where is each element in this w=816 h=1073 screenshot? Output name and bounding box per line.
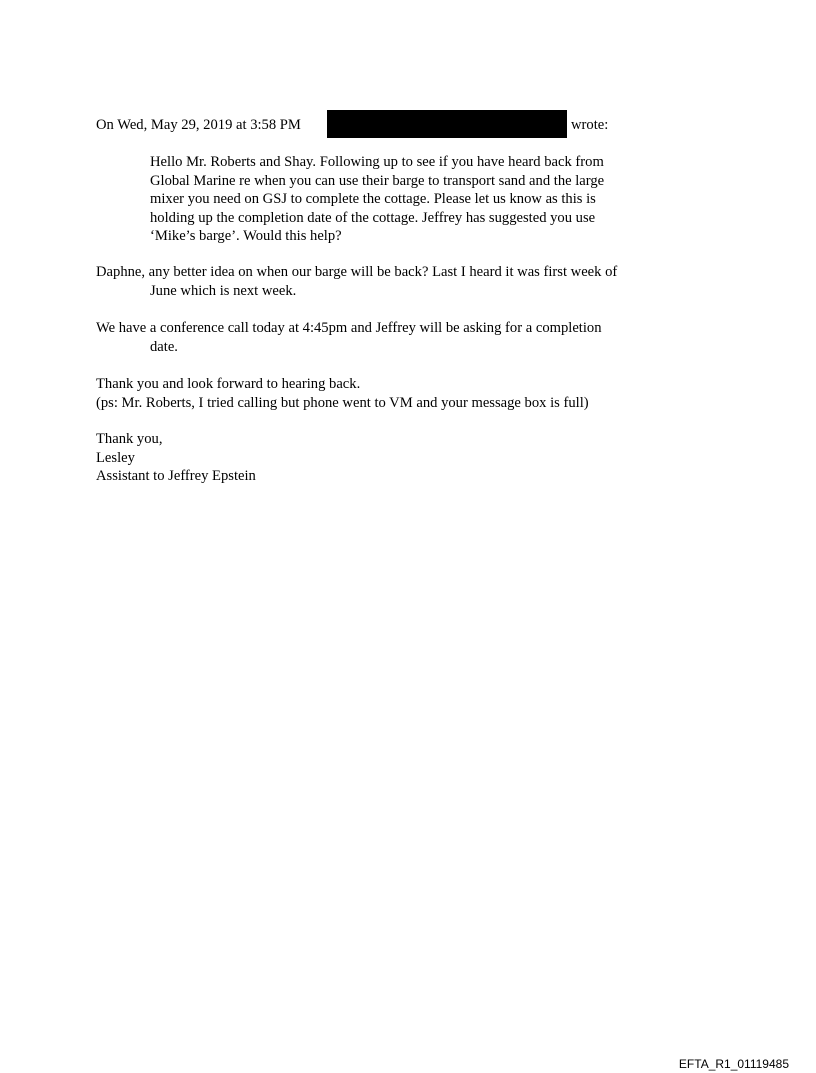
signature-block: [96, 430, 716, 486]
redaction-box: [327, 110, 567, 138]
conference-paragraph: [96, 319, 716, 356]
daphne-paragraph: [96, 263, 716, 300]
quoted-line: holding up the completion date of the cottage. Jeffrey has suggested you use: [150, 209, 596, 226]
signoff-name: Lesley: [96, 449, 135, 466]
daphne-line-1: Daphne, any better idea on when our barge will be back? Last I heard it was first week of: [96, 264, 618, 280]
signoff-closing: Thank you,: [96, 431, 163, 447]
signoff-title: Assistant to Jeffrey Epstein: [96, 468, 256, 485]
document-id: EFTA_R1_01119485: [678, 1057, 789, 1071]
thanks-paragraph: [96, 375, 716, 412]
daphne-line-2: June which is next week.: [150, 282, 297, 299]
thanks-line-1: Thank you and look forward to hearing back.: [96, 376, 361, 392]
email-header-suffix: wrote:: [571, 117, 609, 133]
thanks-line-2: (ps: Mr. Roberts, I tried calling but phone went to VM and your message box is full): [96, 394, 589, 411]
conference-line-1: We have a conference call today at 4:45pm and Jeffrey will be asking for a completion: [96, 320, 602, 336]
conference-line-2: date.: [150, 338, 178, 355]
quoted-line: Global Marine re when you can use their barge to transport sand and the large: [150, 172, 605, 189]
quoted-line: ‘Mike’s barge’. Would this help?: [150, 228, 342, 245]
quoted-line: Hello Mr. Roberts and Shay. Following up to see if you have heard back from: [150, 154, 604, 170]
quoted-message: [150, 153, 690, 246]
quoted-line: mixer you need on GSJ to complete the cottage. Please let us know as this is: [150, 191, 596, 208]
email-header-prefix: On Wed, May 29, 2019 at 3:58 PM: [96, 117, 301, 133]
